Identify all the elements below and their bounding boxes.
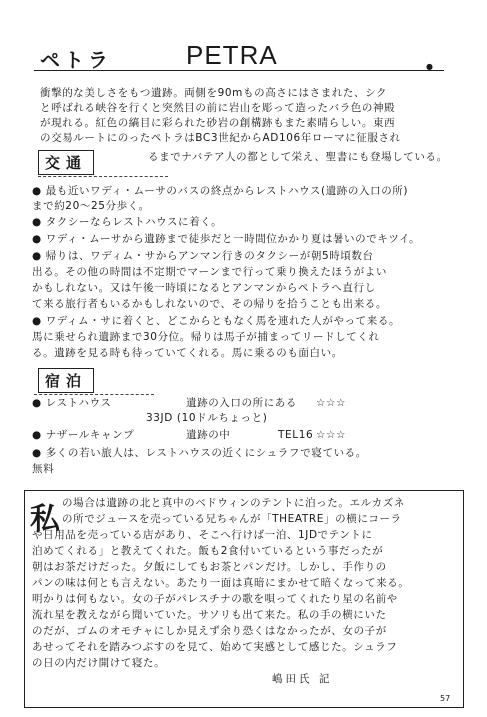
list-item: る。遺跡を見る時も待っていてくれる。馬に乗るのも面白い。	[32, 347, 343, 359]
lodging-where: 遺跡の中	[186, 429, 231, 441]
lodging-price: 33JD (10ドルちょっと)	[146, 412, 268, 424]
intro-line: るまでナバテア人の都として栄え、聖書にも登場している。	[148, 151, 448, 163]
list-item: 馬に乗せられ遺跡まで30分位。帰りは馬子が捕まってリードしてくれ	[32, 331, 380, 343]
title-block	[34, 40, 444, 74]
note-line: 泊めてくれる」と教えてくれた。飯も2食付いているという事だったが	[32, 545, 384, 557]
lodging-tel: TEL16	[278, 429, 314, 441]
list-item: まで約20〜25分歩く。	[32, 200, 150, 212]
note-line: 朝はお茶だけだった。夕飯にしてもお茶とパンだけ。しかし、手作りの	[32, 561, 387, 573]
lodging-extra: ● 多くの若い旅人は、レストハウスの近くにシュラフで寝ている。	[32, 447, 367, 459]
lodging-name: ● レストハウス	[32, 397, 112, 409]
note-line: 流れ星を教えながら聞いていた。サソリも出て来た。私の手の横にいた	[32, 609, 387, 621]
note-line: 明かりは何もない。女の子がパレスチナの歌を唄ってくれたり星の名前や	[32, 593, 398, 605]
note-line: や日用品を売っている店があり、そこへ行けば一泊、1JDでテントに	[32, 529, 373, 541]
list-item: ● 最も近いワディ・ムーサのバスの終点からレストハウス(遺跡の入口の所)	[32, 185, 409, 197]
title-dot: ●	[426, 62, 433, 71]
transport-rule	[38, 176, 168, 177]
note-line: の日の内だけ開けて寝た。	[32, 657, 166, 669]
lodging-label: 宿泊	[38, 368, 94, 393]
lodging-stars: ☆☆☆	[316, 397, 347, 409]
note-line: の所でジュースを売っている兄ちゃんが「THEATRE」の横にコーラ	[62, 513, 402, 525]
intro-line: と呼ばれる峡谷を行くと突然目の前に岩山を彫って造ったバラ色の神殿	[40, 102, 396, 114]
intro-line: の交易ルートにのったペトラはBC3世紀からAD106年ローマに征服され	[40, 132, 401, 144]
note-first-char: 私	[30, 502, 60, 537]
title-kana: ペトラ	[40, 48, 112, 72]
title-latin: PETRA	[186, 40, 278, 70]
intro-line: が現れる。紅色の縞目に彩られた砂岩の創構跡もまた素晴らしい。東西	[40, 117, 396, 129]
lodging-extra: 無料	[32, 463, 55, 475]
note-signature: 嶋田氏 記	[272, 673, 333, 685]
lodging-rule	[34, 394, 154, 395]
lodging-stars: ☆☆☆	[316, 429, 347, 441]
note-line: パンの味は何とも言えない。あたり一面は真暗にまかせて暗くなって来る。	[32, 577, 410, 589]
intro-line: 衝撃的な美しさをもつ遺跡。両側を90mもの高さにはさまれた、シク	[40, 87, 388, 99]
title-rule	[34, 70, 444, 71]
transport-label: 交通	[38, 150, 94, 175]
note-line: の場合は遺跡の北と真中のベドウィンのテントに泊った。エルカズネ	[62, 497, 405, 509]
page-number: 57	[440, 694, 451, 703]
list-item: ● ワディム・サに着くと、どこからともなく馬を連れた人がやって来る。	[32, 315, 401, 327]
lodging-where: 遺跡の入口の所にある	[186, 397, 297, 409]
list-item: て来る旅行者もいるかもしれないので、その帰りを拾うことも出来る。	[32, 298, 387, 310]
note-line: のだが、ゴムのオモチャにしか見えず余り恐くはなかったが、女の子が	[32, 625, 387, 637]
lodging-name: ● ナザールキャンプ	[32, 429, 135, 441]
list-item: 出る。その他の時間は不定期でマーンまで行って乗り換えたほうがよい	[32, 266, 387, 278]
list-item: かもしれない。又は午後一時頃になるとアンマンからペトラへ直行し	[32, 282, 376, 294]
list-item: ● ワディ・ムーサから遺跡まで徒歩だと一時間位かかり夏は暑いのでキツイ。	[32, 233, 421, 245]
note-line: あせってそれを踏みつぶすのを見て、始めて実感として感じた。シュラフ	[32, 641, 398, 653]
list-item: ● 帰りは、ワディム・サからアンマン行きのタクシーが朝5時頃数台	[32, 250, 374, 262]
list-item: ● タクシーならレストハウスに着く。	[32, 216, 223, 228]
